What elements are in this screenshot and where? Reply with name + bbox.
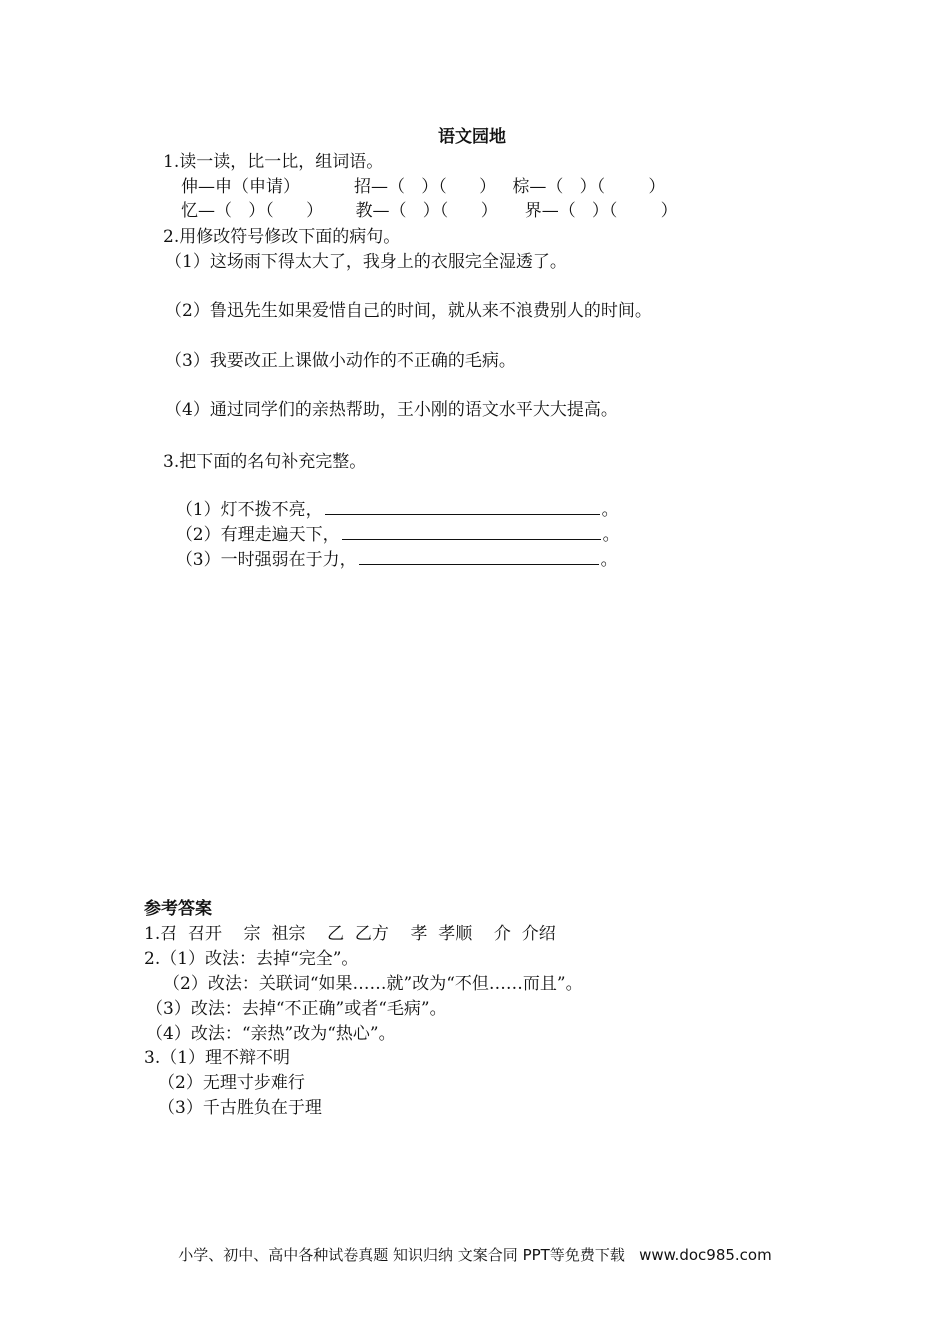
q1-row-1: 伸—申（申请） 招—（ ）（ ） 棕—（ ）（ ） (181, 177, 666, 197)
answer-line-3: （2）改法：关联词“如果……就”改为“不但……而且”。 (163, 974, 583, 994)
q2-item-3: （3）我要改正上课做小动作的不正确的毛病。 (165, 351, 516, 371)
answer-line-8: （3）千古胜负在于理 (158, 1098, 322, 1118)
answer-line-2: 2.（1）改法：去掉“完全”。 (144, 949, 359, 969)
q2-heading: 2.用修改符号修改下面的病句。 (163, 227, 401, 247)
answer-blank[interactable] (359, 548, 599, 565)
answer-line-7: （2）无理寸步难行 (158, 1073, 305, 1093)
q3-item-1-end: 。 (601, 500, 619, 520)
answer-line-1: 1.召 召开 宗 祖宗 乙 乙方 孝 孝顺 介 介绍 (144, 924, 556, 944)
q1-heading: 1.读一读，比一比，组词语。 (163, 152, 384, 172)
q2-item-4: （4）通过同学们的亲热帮助，王小刚的语文水平大大提高。 (165, 400, 618, 420)
q3-item-2-end: 。 (602, 525, 620, 545)
q3-item-2-text: （2）有理走遍天下， (175, 525, 340, 545)
q1-row-2: 忆—（ ）（ ） 教—（ ）（ ） 界—（ ）（ ） (181, 201, 678, 221)
q3-item-3-text: （3）一时强弱在于力， (175, 550, 357, 570)
q3-item-3-end: 。 (600, 550, 618, 570)
answer-line-4: （3）改法：去掉“不正确”或者“毛病”。 (146, 999, 447, 1019)
q3-heading: 3.把下面的名句补充完整。 (163, 452, 367, 472)
q3-item-3 (165, 526, 618, 571)
page-title: 语文园地 (438, 127, 506, 147)
q3-item-1-text: （1）灯不拨不亮， (175, 500, 323, 520)
answer-line-5: （4）改法：“亲热”改为“热心”。 (146, 1024, 396, 1044)
answer-line-6: 3.（1）理不辩不明 (144, 1048, 291, 1068)
q2-item-1: （1）这场雨下得太大了，我身上的衣服完全湿透了。 (165, 252, 567, 272)
answers-title: 参考答案 (144, 899, 212, 919)
page-footer: 小学、初中、高中各种试卷真题 知识归纳 文案合同 PPT等免费下载 www.doc985.com (178, 1246, 772, 1264)
q2-item-2: （2）鲁迅先生如果爱惜自己的时间，就从来不浪费别人的时间。 (165, 301, 652, 321)
